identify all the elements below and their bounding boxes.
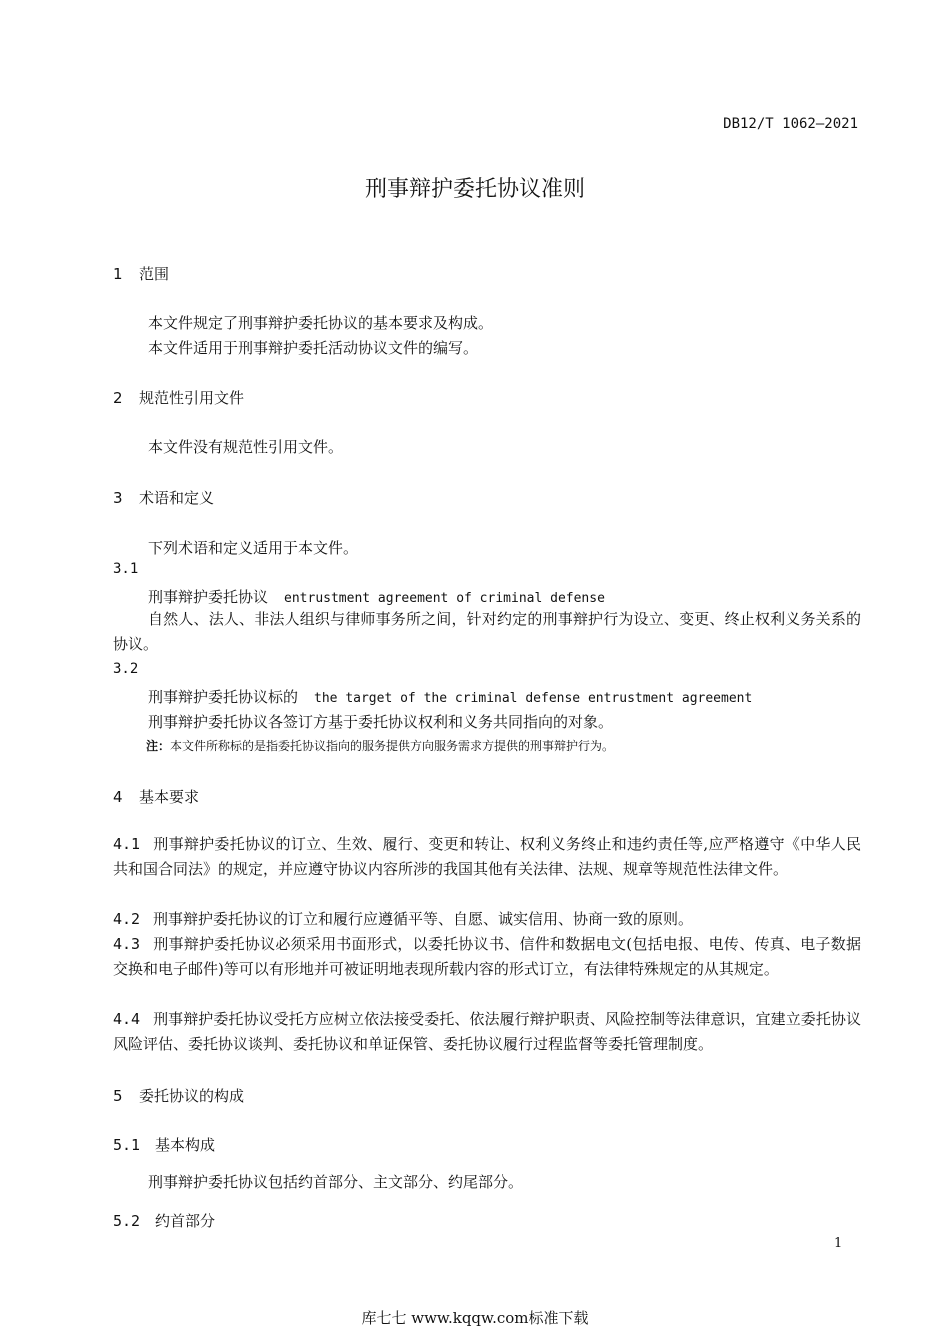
section-number: 4	[113, 788, 123, 806]
term-number: 3.1	[113, 561, 139, 577]
clause-number: 4.3	[113, 935, 141, 953]
clause-text: 刑事辩护委托协议必须采用书面形式，以委托协议书、信件和数据电文(包括电报、电传、传真、电子数据交换和电子邮件)等可以有形地并可被证明地表现所载内容的形式订立，有法律特殊规定的从其规定。	[113, 935, 861, 978]
term-entry	[148, 686, 752, 707]
clause-number: 4.4	[113, 1010, 141, 1028]
clause-4-4	[113, 1007, 861, 1057]
term-definition: 刑事辩护委托协议各签订方基于委托协议权利和义务共同指向的对象。	[148, 713, 614, 731]
clause-text: 刑事辩护委托协议的订立、生效、履行、变更和转让、权利义务终止和违约责任等,应严格遵守《中华人民共和国合同法》的规定，并应遵守协议内容所涉的我国其他有关法律、法规、规章等规范性法律文件。	[113, 835, 861, 878]
paragraph: 刑事辩护委托协议包括约首部分、主文部分、约尾部分。	[148, 1173, 524, 1191]
section-number: 1	[113, 265, 123, 283]
document-code: DB12/T 1062—2021	[723, 116, 858, 132]
term-name: 刑事辩护委托协议标的	[148, 688, 299, 706]
subsection-5-2-heading	[113, 1210, 215, 1231]
subsection-number: 5.2	[113, 1212, 141, 1230]
subsection-number: 5.1	[113, 1136, 141, 1154]
section-1-heading	[113, 263, 169, 284]
term-number: 3.2	[113, 661, 139, 677]
subsection-title: 基本构成	[155, 1136, 216, 1154]
paragraph: 下列术语和定义适用于本文件。	[148, 539, 359, 557]
paragraph: 本文件没有规范性引用文件。	[148, 438, 344, 456]
term-note	[146, 737, 614, 754]
section-title: 基本要求	[139, 788, 200, 806]
term-english: the target of the criminal defense entrustment agreement	[314, 691, 753, 706]
note-text: 本文件所称标的是指委托协议指向的服务提供方向服务需求方提供的刑事辩护行为。	[170, 739, 615, 753]
clause-text: 刑事辩护委托协议的订立和履行应遵循平等、自愿、诚实信用、协商一致的原则。	[153, 910, 694, 928]
section-number: 3	[113, 489, 123, 507]
term-name: 刑事辩护委托协议	[148, 588, 269, 606]
section-title: 委托协议的构成	[139, 1087, 245, 1105]
page-number: 1	[834, 1236, 843, 1251]
clause-text: 刑事辩护委托协议受托方应树立依法接受委托、依法履行辩护职责、风险控制等法律意识，宜建立委托协议风险评估、委托协议谈判、委托协议和单证保管、委托协议履行过程监督等委托管理制度。	[113, 1010, 861, 1053]
paragraph: 本文件规定了刑事辩护委托协议的基本要求及构成。	[148, 314, 494, 332]
term-definition: 自然人、法人、非法人组织与律师事务所之间，针对约定的刑事辩护行为设立、变更、终止权利义务关系的协议。	[113, 610, 861, 653]
clause-4-1	[113, 832, 861, 882]
subsection-title: 约首部分	[155, 1212, 216, 1230]
clause-number: 4.1	[113, 835, 141, 853]
section-title: 范围	[139, 265, 170, 283]
section-2-heading	[113, 387, 244, 408]
section-number: 5	[113, 1087, 123, 1105]
term-entry	[148, 586, 605, 607]
paragraph: 本文件适用于刑事辩护委托活动协议文件的编写。	[148, 339, 479, 357]
clause-4-2	[113, 907, 861, 932]
clause-number: 4.2	[113, 910, 141, 928]
section-5-heading	[113, 1085, 244, 1106]
section-title: 规范性引用文件	[139, 389, 245, 407]
clause-4-3	[113, 932, 861, 982]
term-english: entrustment agreement of criminal defense	[284, 591, 605, 606]
document-title: 刑事辩护委托协议准则	[364, 177, 585, 202]
section-3-heading	[113, 487, 214, 508]
footer-watermark: 库七七 www.kqqw.com标准下载	[361, 1309, 589, 1327]
section-title: 术语和定义	[139, 489, 215, 507]
subsection-5-1-heading	[113, 1134, 215, 1155]
section-4-heading	[113, 786, 199, 807]
section-number: 2	[113, 389, 123, 407]
note-label: 注：	[146, 739, 171, 753]
